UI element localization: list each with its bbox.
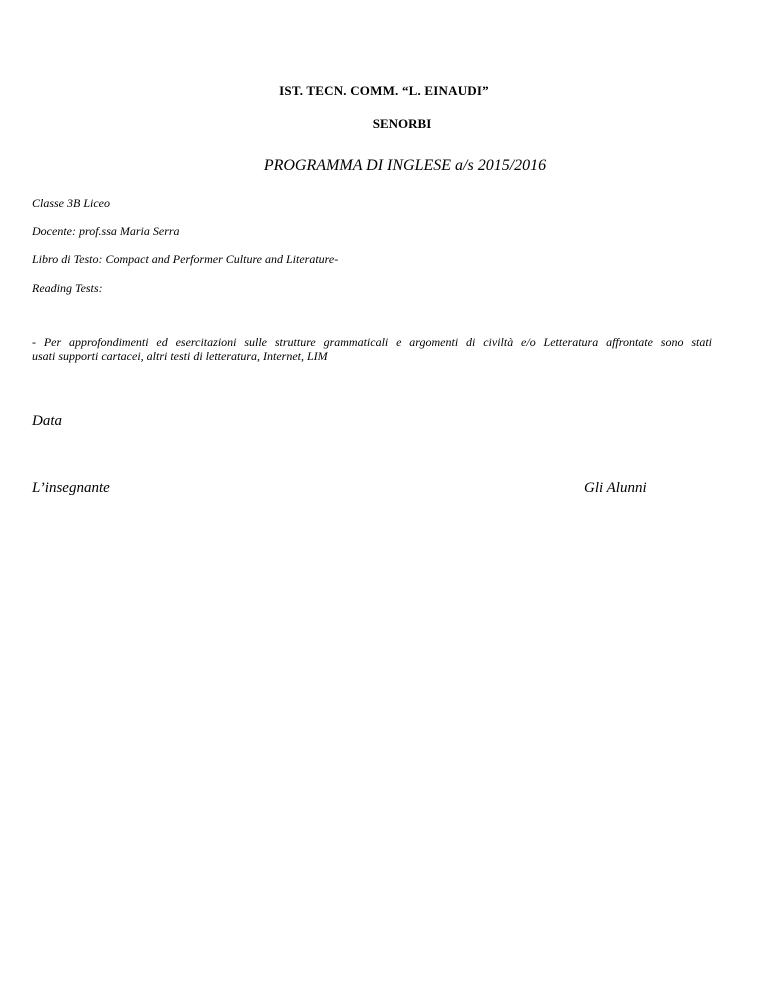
date-label: Data [32, 413, 62, 429]
resources-note-line-2: usati supporti cartacei, altri testi di letteratura, Internet, LIM [32, 349, 328, 363]
class-info: Classe 3B Liceo [32, 196, 110, 210]
school-city: SENORBI [372, 116, 432, 131]
textbook-info: Libro di Testo: Compact and Performer Culture and Literature- [32, 252, 339, 266]
resources-note-line-1: - Per approfondimenti ed esercitazioni sulle strutture grammaticali e argomenti di civiltà e/o Letteratura affrontate sono stati [32, 335, 712, 349]
program-title: PROGRAMMA DI INGLESE a/s 2015/2016 [263, 157, 547, 174]
teacher-signature-label: L’insegnante [32, 480, 110, 496]
school-name: IST. TECN. COMM. “L. EINAUDI” [279, 83, 489, 98]
resources-note [32, 335, 712, 363]
students-signature-label: Gli Alunni [584, 480, 647, 496]
teacher-info: Docente: prof.ssa Maria Serra [32, 224, 180, 238]
reading-tests-info: Reading Tests: [32, 281, 103, 295]
